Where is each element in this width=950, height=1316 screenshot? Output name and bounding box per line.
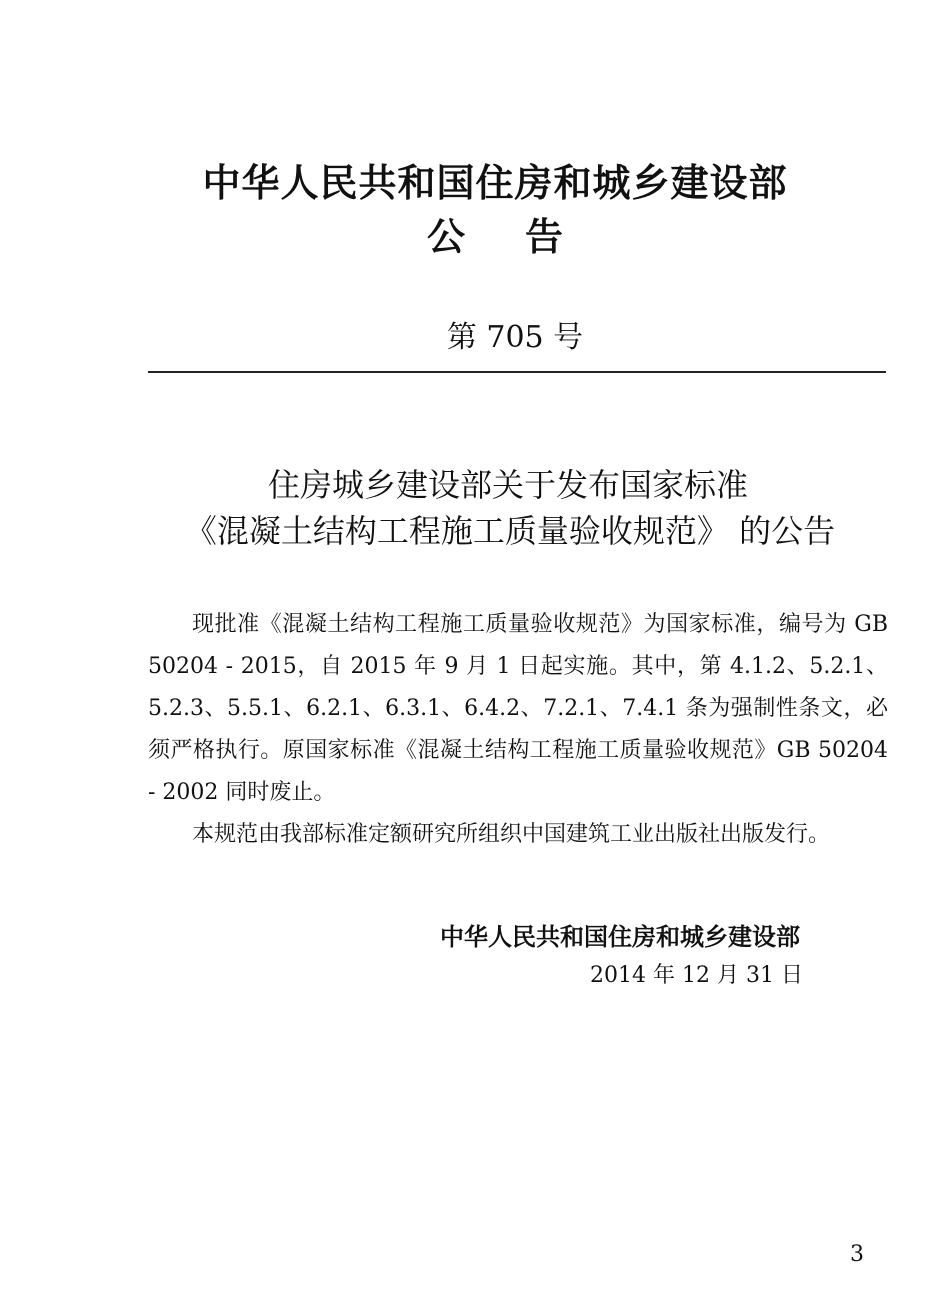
document-heading-line-2: 《混凝土结构工程施工质量验收规范》 的公告 — [184, 512, 836, 550]
body-text — [148, 604, 888, 856]
page-number: 3 — [850, 1242, 864, 1267]
notice-number: 第 705 号 — [446, 320, 584, 355]
body-paragraph-2: 本规范由我部标准定额研究所组织中国建筑工业出版社出版发行。 — [192, 822, 831, 847]
notice-title: 公告 — [426, 215, 623, 259]
body-paragraph-1: 现批准《混凝土结构工程施工质量验收规范》为国家标准，编号为 GB 50204 - 2015，自 2015 年 9 月 1 日起实施。其中，第 4.1.2、5.2.1、5.2.3、5.5.1、6.2.1、6.3.1、6.4.2、7.2.1、7.4.1 条为强制性条文，必须严格执行。原国家标准《混凝土结构工程施工质量验收规范》GB 50204 - 2002 同时废止。 — [148, 612, 888, 805]
document-heading-line-1: 住房城乡建设部关于发布国家标准 — [267, 466, 748, 504]
divider-line — [148, 371, 886, 373]
signature-organization: 中华人民共和国住房和城乡建设部 — [440, 923, 800, 951]
ministry-title: 中华人民共和国住房和城乡建设部 — [202, 161, 788, 205]
signature-date: 2014 年 12 月 31 日 — [590, 963, 803, 988]
